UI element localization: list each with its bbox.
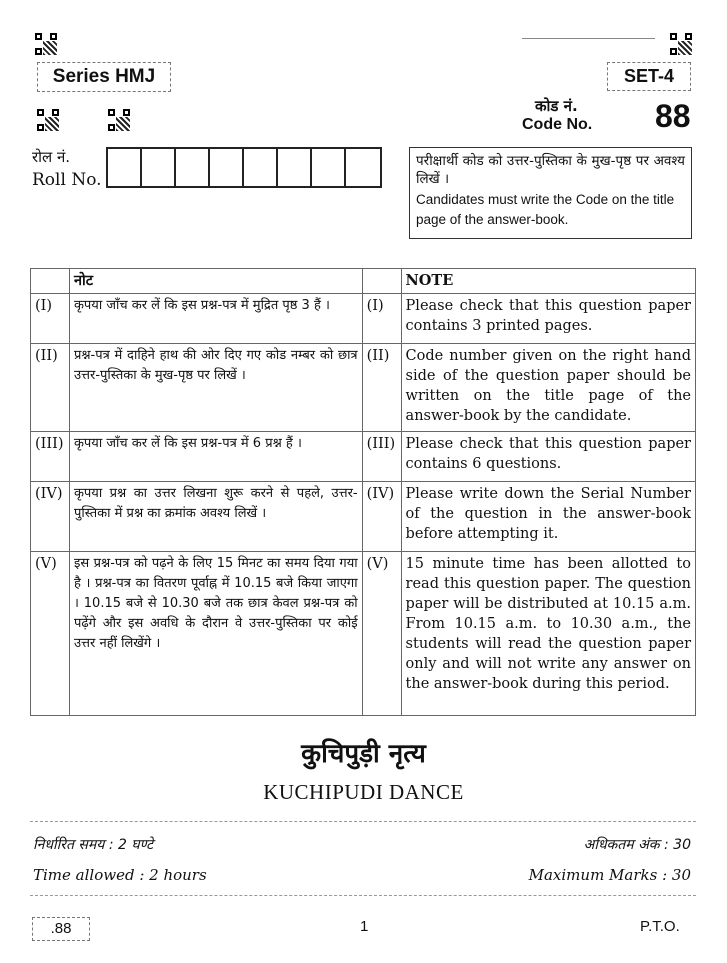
- qr-code-icon: [35, 33, 57, 55]
- note-header-english: NOTE: [401, 269, 695, 294]
- top-divider: [522, 38, 655, 39]
- instruction-number: (III): [362, 432, 401, 482]
- instruction-number: (I): [362, 294, 401, 344]
- instruction-number: (II): [362, 344, 401, 432]
- code-label-english: Code No.: [522, 116, 593, 133]
- footer-code: .88: [32, 917, 90, 941]
- subject-title-hindi: कुचिपुड़ी नृत्य: [301, 739, 426, 769]
- roll-digit-box[interactable]: [210, 149, 244, 186]
- instruction-row: [31, 552, 696, 716]
- instruction-text-hindi: कृपया प्रश्न का उत्तर लिखना शुरू करने से पहले, उत्तर-पुस्तिका में प्रश्न का क्रमांक अवश्य लिखें ।: [69, 482, 362, 552]
- instruction-text-hindi: प्रश्न-पत्र में दाहिने हाथ की ओर दिए गए कोड नम्बर को छात्र उत्तर-पुस्तिका के मुख-पृष्ठ पर लिखें ।: [69, 344, 362, 432]
- instruction-number: (III): [31, 432, 70, 482]
- instructions-header-row: [31, 269, 696, 294]
- candidate-notice-english: Candidates must write the Code on the title page of the answer-book.: [416, 192, 675, 227]
- roll-digit-box[interactable]: [142, 149, 176, 186]
- qr-code-icon: [37, 109, 59, 131]
- qr-code-icon: [108, 109, 130, 131]
- roll-digit-box[interactable]: [278, 149, 312, 186]
- instruction-text-english: Code number given on the right hand side of the question paper should be written on the title page of the answer-book by the candidate.: [401, 344, 695, 432]
- candidate-notice-box: [409, 147, 692, 239]
- instruction-text-english: Please check that this question paper contains 6 questions.: [401, 432, 695, 482]
- code-label-hindi: कोड नं.: [535, 97, 578, 115]
- roll-number-boxes[interactable]: [106, 147, 382, 188]
- code-number: 88: [655, 98, 691, 134]
- note-header-hindi: नोट: [69, 269, 362, 294]
- candidate-notice-hindi: परीक्षार्थी कोड को उत्तर-पुस्तिका के मुख-पृष्ठ पर अवश्य लिखें ।: [416, 153, 685, 187]
- subject-title-english: KUCHIPUDI DANCE: [263, 780, 464, 804]
- roll-digit-box[interactable]: [346, 149, 380, 186]
- instruction-text-english: Please check that this question paper contains 3 printed pages.: [401, 294, 695, 344]
- instruction-row: [31, 482, 696, 552]
- roll-digit-box[interactable]: [312, 149, 346, 186]
- divider: [30, 821, 696, 822]
- roll-digit-box[interactable]: [244, 149, 278, 186]
- roll-digit-box[interactable]: [176, 149, 210, 186]
- instruction-row: [31, 344, 696, 432]
- instruction-text-hindi: इस प्रश्न-पत्र को पढ़ने के लिए 15 मिनट का समय दिया गया है । प्रश्न-पत्र का वितरण पूर्वाह्न में 10.15 बजे किया जाएगा । 10.15 बजे से 10.30 बजे तक छात्र केवल प्रश्न-पत्र को पढ़ेंगे और इस अवधि के दौरान वे उत्तर-पुस्तिका पर कोई उत्तर नहीं लिखेंगे ।: [69, 552, 362, 716]
- instruction-row: [31, 294, 696, 344]
- instruction-text-english: 15 minute time has been allotted to read this question paper. The question paper will be distributed at 10.15 a.m. From 10.15 a.m. to 10.30 a.m., the students will read the question paper only and will not write any answer on the answer-book during this period.: [401, 552, 695, 716]
- max-marks-hindi: अधिकतम अंक : 30: [583, 837, 691, 853]
- page-number: 1: [360, 918, 369, 935]
- instructions-table: [30, 268, 696, 716]
- instruction-number: (II): [31, 344, 70, 432]
- instruction-number: (IV): [362, 482, 401, 552]
- instruction-number: (I): [31, 294, 70, 344]
- series-label: Series HMJ: [37, 62, 171, 92]
- instruction-number: (V): [31, 552, 70, 716]
- roll-label-hindi: रोल नं.: [32, 148, 71, 166]
- instruction-row: [31, 432, 696, 482]
- roll-digit-box[interactable]: [108, 149, 142, 186]
- max-marks-english: Maximum Marks : 30: [528, 866, 691, 884]
- instruction-text-hindi: कृपया जाँच कर लें कि इस प्रश्न-पत्र में मुद्रित पृष्ठ 3 हैं ।: [69, 294, 362, 344]
- instruction-number: (IV): [31, 482, 70, 552]
- please-turn-over: P.T.O.: [640, 918, 680, 935]
- divider: [30, 895, 696, 896]
- time-allowed-english: Time allowed : 2 hours: [33, 866, 207, 884]
- instruction-text-english: Please write down the Serial Number of the question in the answer-book before attempting it.: [401, 482, 695, 552]
- roll-label-english: Roll No.: [32, 170, 102, 190]
- set-label: SET-4: [607, 62, 691, 91]
- instruction-text-hindi: कृपया जाँच कर लें कि इस प्रश्न-पत्र में 6 प्रश्न हैं ।: [69, 432, 362, 482]
- qr-code-icon: [670, 33, 692, 55]
- instruction-number: (V): [362, 552, 401, 716]
- time-allowed-hindi: निर्धारित समय : 2 घण्टे: [33, 837, 154, 853]
